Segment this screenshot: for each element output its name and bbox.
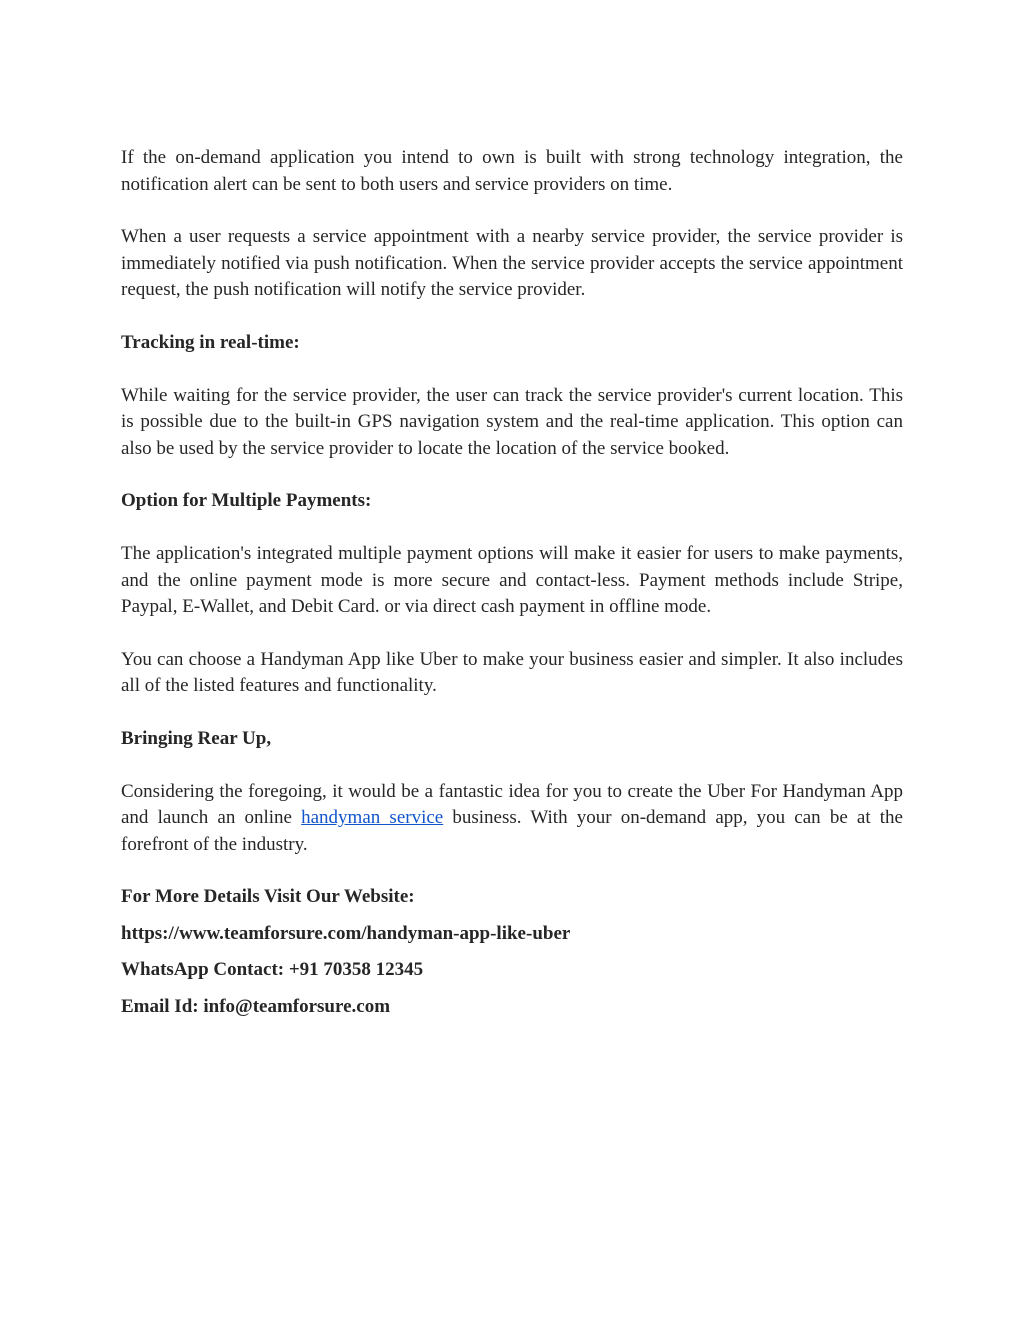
email-contact: Email Id: info@teamforsure.com [121, 996, 391, 1018]
conclusion-text-after: business. With your on-demand app, you can be at the forefront of the industry. [121, 807, 903, 855]
paragraph-push-notification: When a user requests a service appointment with a nearby service provider, the service provider is immediately notified via push notification. When the service provider accepts the service appointment request, the push notification will notify the service provider. [121, 226, 903, 301]
paragraph-conclusion [121, 779, 903, 859]
website-url: https://www.teamforsure.com/handyman-app-like-uber [121, 922, 571, 944]
conclusion-text-before: Considering the foregoing, it would be a fantastic idea for you to create the Uber For Handyman App and launch an online [121, 780, 903, 829]
paragraph-payments: The application's integrated multiple payment options will make it easier for users to make payments, and the online payment mode is more secure and contact-less. Payment methods include Stripe, Paypal, E-Wallet, and Debit Card. or via direct cash payment in offline mode. [121, 542, 903, 618]
heading-payments: Option for Multiple Payments: [121, 490, 372, 512]
heading-bringing-rear-up: Bringing Rear Up, [121, 727, 272, 749]
paragraph-handyman-app: You can choose a Handyman App like Uber to make your business easier and simpler. It also includes all of the listed features and functionality. [121, 648, 903, 697]
paragraph-notification-intro: If the on-demand application you intend to own is built with strong technology integration, the notification alert can be sent to both users and service providers on time. [121, 147, 903, 195]
whatsapp-contact: WhatsApp Contact: +91 70358 12345 [121, 959, 424, 981]
details-label: For More Details Visit Our Website: [121, 886, 415, 908]
document-page [121, 145, 903, 1031]
handyman-service-link[interactable]: handyman service [301, 807, 444, 829]
paragraph-tracking: While waiting for the service provider, the user can track the service provider's current location. This is possible due to the built-in GPS navigation system and the real-time application. This option can also be used by the service provider to locate the location of the service booked. [121, 384, 903, 459]
heading-tracking: Tracking in real-time: [121, 331, 300, 353]
